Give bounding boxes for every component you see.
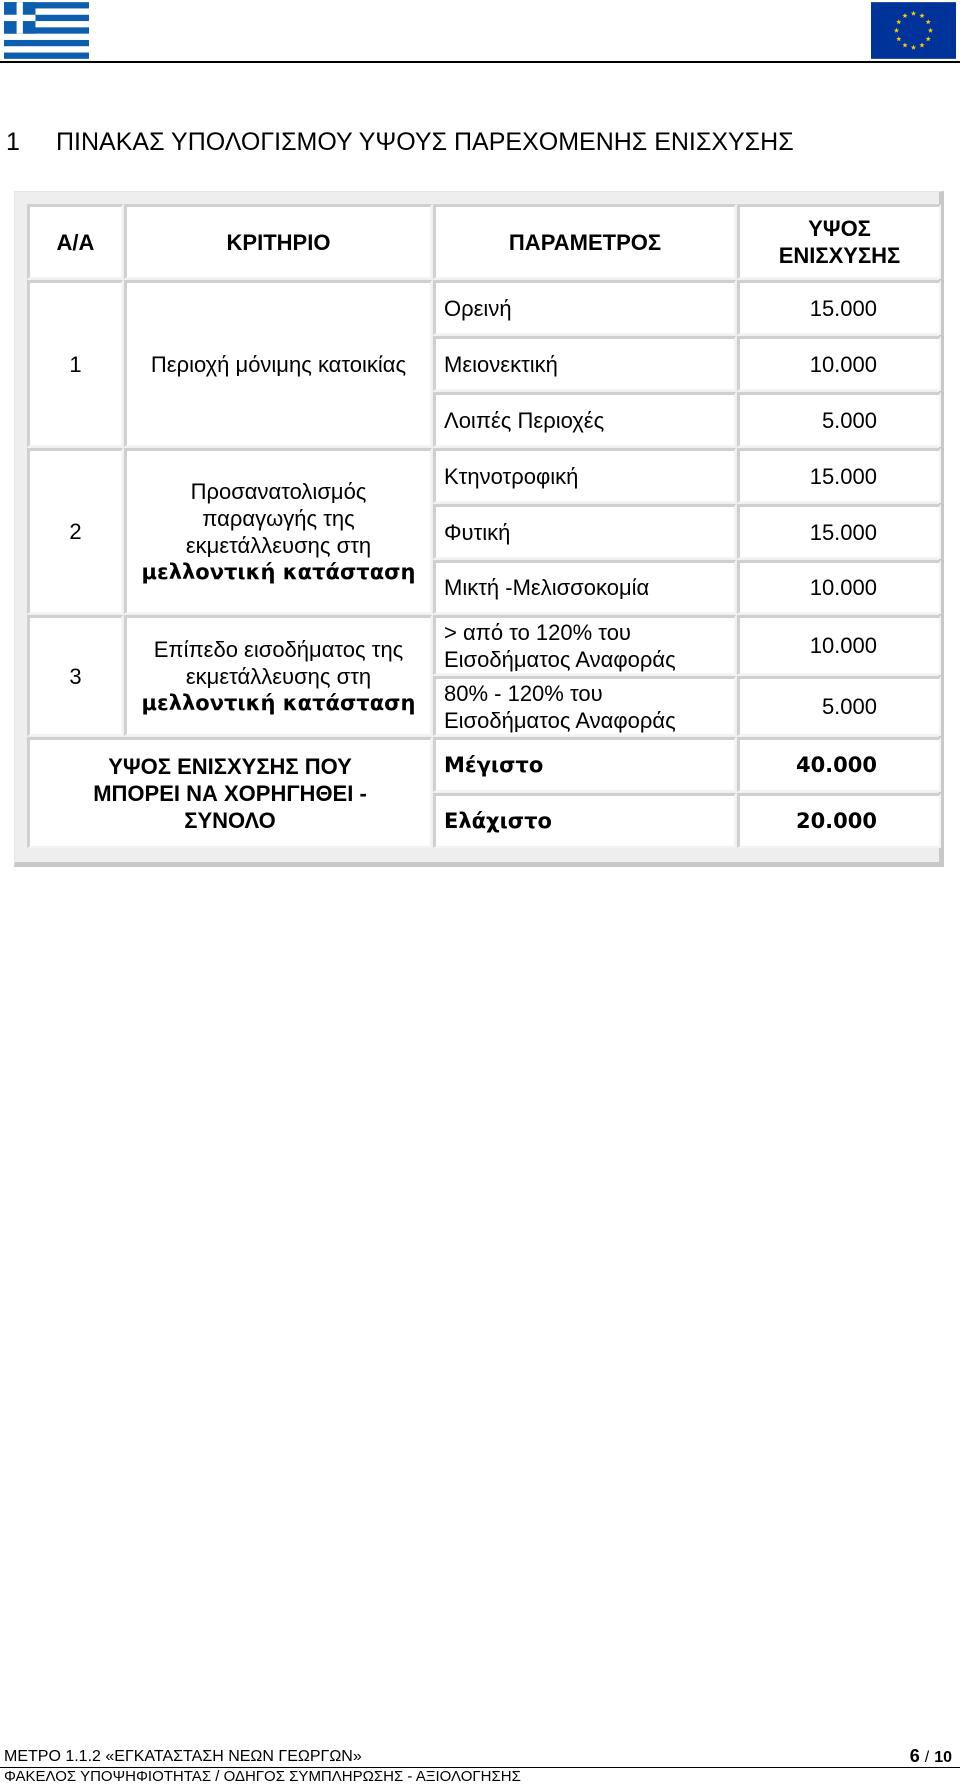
section-title: ΠΙΝΑΚΑΣ ΥΠΟΛΟΓΙΣΜΟΥ ΥΨΟΥΣ ΠΑΡΕΧΟΜΕΝΗΣ ΕΝΙΣΧΥΣΗΣ bbox=[56, 128, 794, 156]
row1-param1-label: Ορεινή bbox=[433, 280, 736, 335]
header-aa: Α/Α bbox=[27, 204, 123, 279]
header-rule bbox=[0, 61, 960, 63]
row2-aa: 2 bbox=[27, 448, 123, 614]
row2-param2-label: Φυτική bbox=[433, 504, 736, 559]
footer-page-current: 6 bbox=[909, 1746, 920, 1766]
row3-criterion bbox=[124, 615, 432, 736]
header-amount: ΥΨΟΣ ΕΝΙΣΧΥΣΗΣ bbox=[737, 204, 941, 279]
section-number: 1 bbox=[6, 128, 20, 156]
header-criterion: ΚΡΙΤΗΡΙΟ bbox=[124, 204, 432, 279]
row2-criterion-bold: μελλοντική κατάσταση bbox=[141, 559, 416, 584]
header-parameter: ΠΑΡΑΜΕΤΡΟΣ bbox=[433, 204, 736, 279]
row1-criterion: Περιοχή μόνιμης κατοικίας bbox=[124, 280, 432, 447]
row2-param3-label: Μικτή -Μελισσοκομία bbox=[433, 560, 736, 614]
total-max-amount: 40.000 bbox=[737, 737, 941, 792]
footer-page-separator: / bbox=[924, 1749, 930, 1766]
row3-aa: 3 bbox=[27, 615, 123, 736]
total-min-amount: 20.000 bbox=[737, 793, 941, 848]
row3-param1-amount: 10.000 bbox=[737, 615, 941, 675]
footer-measure: ΜΕΤΡΟ 1.1.2 «ΕΓΚΑΤΑΣΤΑΣΗ ΝΕΩΝ ΓΕΩΡΓΩΝ» bbox=[4, 1748, 362, 1765]
aid-calculation-table bbox=[14, 191, 944, 867]
footer-page-number bbox=[910, 1746, 952, 1767]
total-min-label: Ελάχιστο bbox=[433, 793, 736, 848]
row2-param2-amount: 15.000 bbox=[737, 504, 941, 559]
row1-param3-label: Λοιπές Περιοχές bbox=[433, 392, 736, 447]
row1-param2-amount: 10.000 bbox=[737, 336, 941, 391]
row2-criterion bbox=[124, 448, 432, 614]
row3-param1-label: > από το 120% του Εισοδήματος Αναφοράς bbox=[433, 615, 736, 675]
section-heading bbox=[6, 128, 794, 157]
row1-param3-amount: 5.000 bbox=[737, 392, 941, 447]
row1-param1-amount: 15.000 bbox=[737, 280, 941, 335]
row1-aa: 1 bbox=[27, 280, 123, 447]
row1-param2-label: Μειονεκτική bbox=[433, 336, 736, 391]
total-max-label: Μέγιστο bbox=[433, 737, 736, 792]
eu-flag-icon bbox=[871, 2, 956, 59]
greek-flag-icon bbox=[4, 2, 89, 59]
row2-param1-amount: 15.000 bbox=[737, 448, 941, 503]
row3-param2-label: 80% - 120% του Εισοδήματος Αναφοράς bbox=[433, 676, 736, 736]
footer-subtitle: ΦΑΚΕΛΟΣ ΥΠΟΨΗΦΙΟΤΗΤΑΣ / ΟΔΗΓΟΣ ΣΥΜΠΛΗΡΩΣΗΣ - ΑΞΙΟΛΟΓΗΣΗΣ bbox=[4, 1768, 521, 1785]
footer-page-total: 10 bbox=[934, 1749, 952, 1766]
row2-param3-amount: 10.000 bbox=[737, 560, 941, 614]
row2-param1-label: Κτηνοτροφική bbox=[433, 448, 736, 503]
row2-criterion-text: Προσανατολισμός παραγωγής της εκμετάλλευσης στη bbox=[185, 478, 372, 558]
total-label: ΥΨΟΣ ΕΝΙΣΧΥΣΗΣ ΠΟΥ ΜΠΟΡΕΙ ΝΑ ΧΟΡΗΓΗΘΕΙ - ΣΥΝΟΛΟ bbox=[27, 737, 432, 848]
row3-criterion-text: Επίπεδο εισοδήματος της εκμετάλλευσης στη bbox=[153, 636, 404, 689]
row3-criterion-bold: μελλοντική κατάσταση bbox=[141, 690, 416, 715]
row3-param2-amount: 5.000 bbox=[737, 676, 941, 736]
